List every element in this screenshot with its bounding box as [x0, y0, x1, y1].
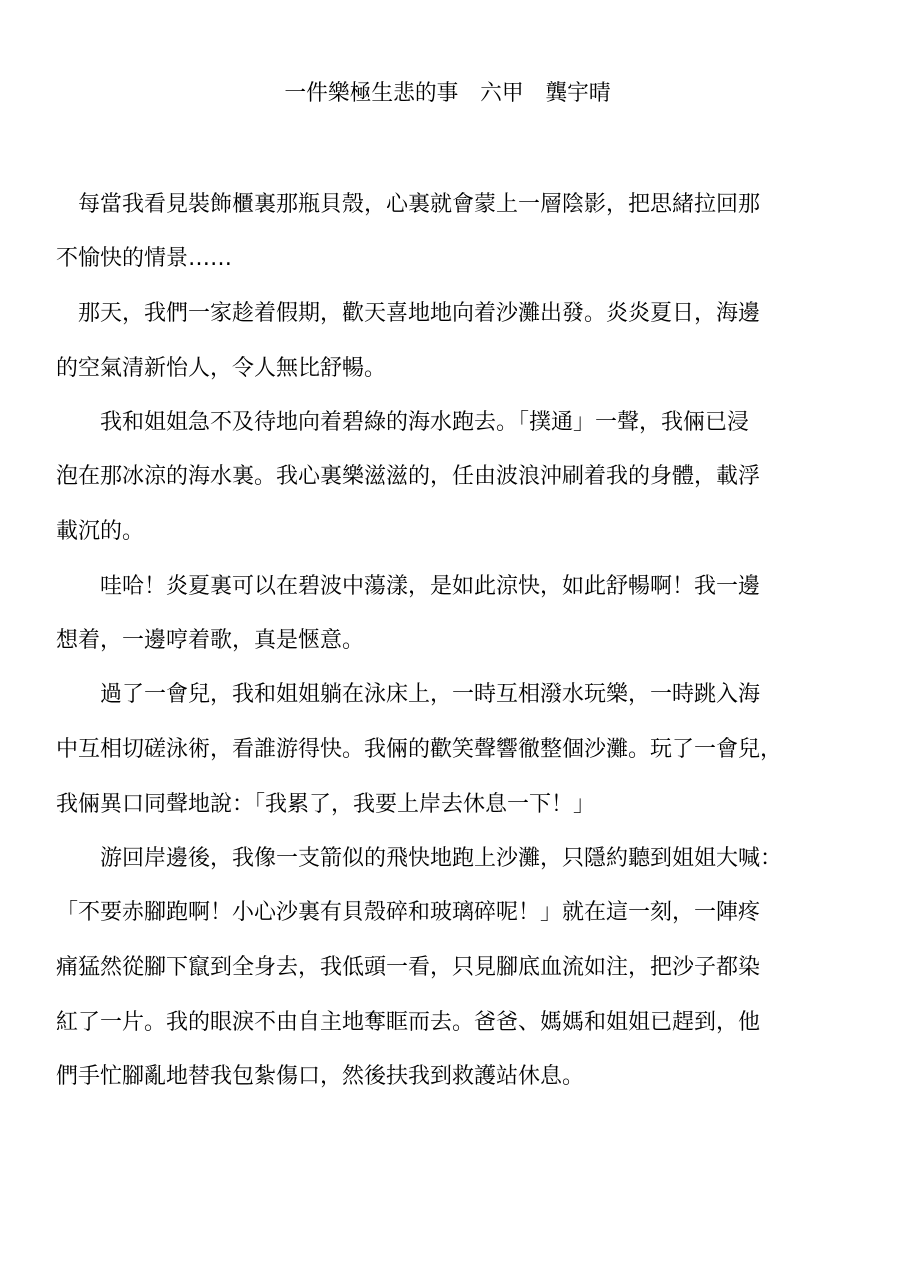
text-line-17: 們手忙腳亂地替我包紮傷口，然後扶我到救護站休息。 — [56, 1064, 585, 1089]
text-line-7: 載沉的。 — [56, 519, 145, 544]
text-line-6: 泡在那冰涼的海水裏。我心裏樂滋滋的，任由波浪沖刷着我的身體，載浮 — [56, 464, 761, 489]
text-line-2: 不愉快的情景…… — [56, 246, 233, 271]
text-line-13: 游回岸邊後，我像一支箭似的飛快地跑上沙灘，只隱約聽到姐姐大喊： — [56, 846, 783, 871]
text-line-11: 中互相切磋泳術，看誰游得快。我倆的歡笑聲響徹整個沙灘。玩了一會兒， — [56, 737, 783, 762]
essay-title: 一件樂極生悲的事 六甲 龔宇晴 — [284, 81, 611, 106]
text-line-14: 「不要赤腳跑啊！小心沙裏有貝殼碎和玻璃碎呢！」就在這一刻，一陣疼 — [56, 900, 761, 925]
text-line-16: 紅了一片。我的眼淚不由自主地奪眶而去。爸爸、媽媽和姐姐已趕到，他 — [56, 1010, 761, 1035]
text-line-5: 我和姐姐急不及待地向着碧綠的海水跑去。「撲通」一聲，我倆已浸 — [56, 410, 750, 435]
text-line-15: 痛猛然從腳下竄到全身去，我低頭一看，只見腳底血流如注，把沙子都染 — [56, 955, 761, 980]
text-line-10: 過了一會兒，我和姐姐躺在泳床上，一時互相潑水玩樂，一時跳入海 — [56, 682, 761, 707]
text-line-8: 哇哈！炎夏裏可以在碧波中蕩漾，是如此涼快，如此舒暢啊！我一邊 — [56, 574, 761, 599]
text-line-4: 的空氣清新怡人，令人無比舒暢。 — [56, 356, 387, 381]
text-line-9: 想着，一邊哼着歌，真是愜意。 — [56, 628, 365, 653]
text-line-3: 那天，我們一家趁着假期，歡天喜地地向着沙灘出發。炎炎夏日，海邊 — [56, 301, 761, 326]
text-line-12: 我倆異口同聲地說：「我累了，我要上岸去休息一下！」 — [56, 792, 596, 817]
text-line-1: 每當我看見裝飾櫃裏那瓶貝殼，心裏就會蒙上一層陰影，把思緒拉回那 — [56, 192, 761, 217]
